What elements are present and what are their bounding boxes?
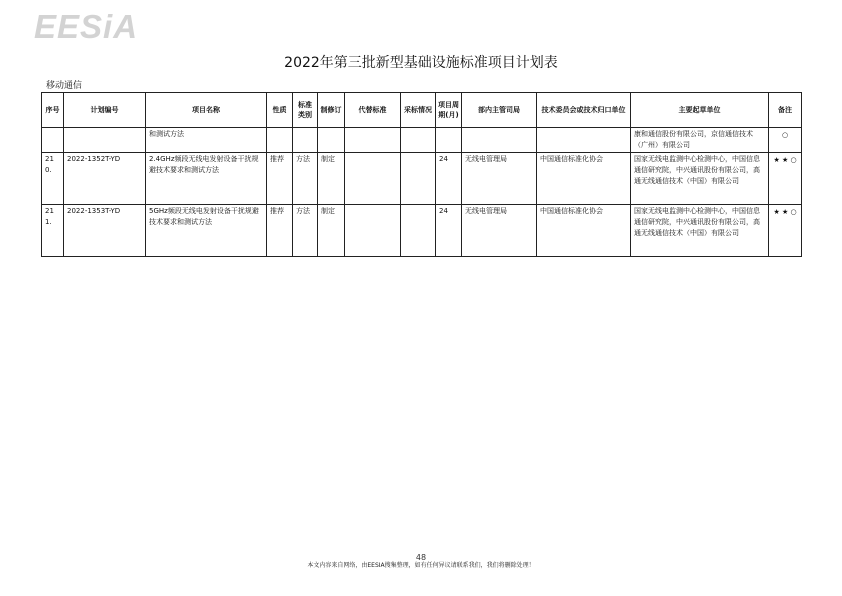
cell-replace xyxy=(345,153,401,205)
cell-period xyxy=(436,128,462,153)
cell-replace xyxy=(345,128,401,153)
cell-name: 5GHz频段无线电发射设备干扰规避技术要求和测试方法 xyxy=(146,205,267,257)
cell-drafter: 康和通信股份有限公司，京信通信技术（广州）有限公司 xyxy=(631,128,769,153)
header-revise: 制修订 xyxy=(318,93,345,128)
header-replace: 代替标准 xyxy=(345,93,401,128)
cell-dept: 无线电管理局 xyxy=(462,205,537,257)
standards-plan-table xyxy=(41,92,802,257)
header-dept: 部内主管司局 xyxy=(462,93,537,128)
cell-note: ★ ★ ○ xyxy=(769,153,802,205)
cell-revise xyxy=(318,128,345,153)
cell-period: 24 xyxy=(436,153,462,205)
cell-note: ★ ★ ○ xyxy=(769,205,802,257)
cell-plan-no: 2022-1352T-YD xyxy=(64,153,146,205)
cell-committee xyxy=(537,128,631,153)
cell-seq xyxy=(42,128,64,153)
cell-nature: 推荐 xyxy=(267,205,293,257)
cell-seq: 210. xyxy=(42,153,64,205)
cell-period: 24 xyxy=(436,205,462,257)
header-plan-no: 计划编号 xyxy=(64,93,146,128)
cell-dept: 无线电管理局 xyxy=(462,153,537,205)
cell-replace xyxy=(345,205,401,257)
cell-nature xyxy=(267,128,293,153)
header-note: 备注 xyxy=(769,93,802,128)
header-committee: 技术委员会或技术归口单位 xyxy=(537,93,631,128)
cell-std-type: 方法 xyxy=(293,153,318,205)
table-row xyxy=(42,128,802,153)
header-name: 项目名称 xyxy=(146,93,267,128)
header-nature: 性质 xyxy=(267,93,293,128)
header-std-type: 标准类别 xyxy=(293,93,318,128)
footer-disclaimer: 本文内容来自网络，由EESIA搜集整理，如有任何异议请联系我们，我们将删除处理！ xyxy=(307,562,535,569)
cell-dept xyxy=(462,128,537,153)
page-title: 2022年第三批新型基础设施标准项目计划表 xyxy=(284,55,558,71)
cell-std-type: 方法 xyxy=(293,205,318,257)
cell-std-type xyxy=(293,128,318,153)
cell-nature: 推荐 xyxy=(267,153,293,205)
cell-revise: 制定 xyxy=(318,205,345,257)
cell-plan-no: 2022-1353T-YD xyxy=(64,205,146,257)
cell-name: 和测试方法 xyxy=(146,128,267,153)
header-drafter: 主要起草单位 xyxy=(631,93,769,128)
cell-seq: 211. xyxy=(42,205,64,257)
cell-plan-no xyxy=(64,128,146,153)
cell-drafter: 国家无线电监测中心检测中心，中国信息通信研究院，中兴通讯股份有限公司，高通无线通信技术（中国）有限公司 xyxy=(631,205,769,257)
cell-adopt xyxy=(401,205,436,257)
cell-drafter: 国家无线电监测中心检测中心，中国信息通信研究院，中兴通讯股份有限公司，高通无线通信技术（中国）有限公司 xyxy=(631,153,769,205)
header-seq: 序号 xyxy=(42,93,64,128)
table-row xyxy=(42,205,802,257)
cell-committee: 中国通信标准化协会 xyxy=(537,153,631,205)
cell-note: ○ xyxy=(769,128,802,153)
cell-adopt xyxy=(401,128,436,153)
cell-committee: 中国通信标准化协会 xyxy=(537,205,631,257)
header-period: 项目周期(月) xyxy=(436,93,462,128)
eesia-logo: EESiA xyxy=(34,8,139,45)
header-adopt: 采标情况 xyxy=(401,93,436,128)
cell-revise: 制定 xyxy=(318,153,345,205)
page-number: 48 xyxy=(415,553,427,562)
table-row xyxy=(42,153,802,205)
category-label: 移动通信 xyxy=(46,81,83,91)
cell-adopt xyxy=(401,153,436,205)
table-header-row xyxy=(42,93,802,128)
cell-name: 2.4GHz频段无线电发射设备干扰规避技术要求和测试方法 xyxy=(146,153,267,205)
